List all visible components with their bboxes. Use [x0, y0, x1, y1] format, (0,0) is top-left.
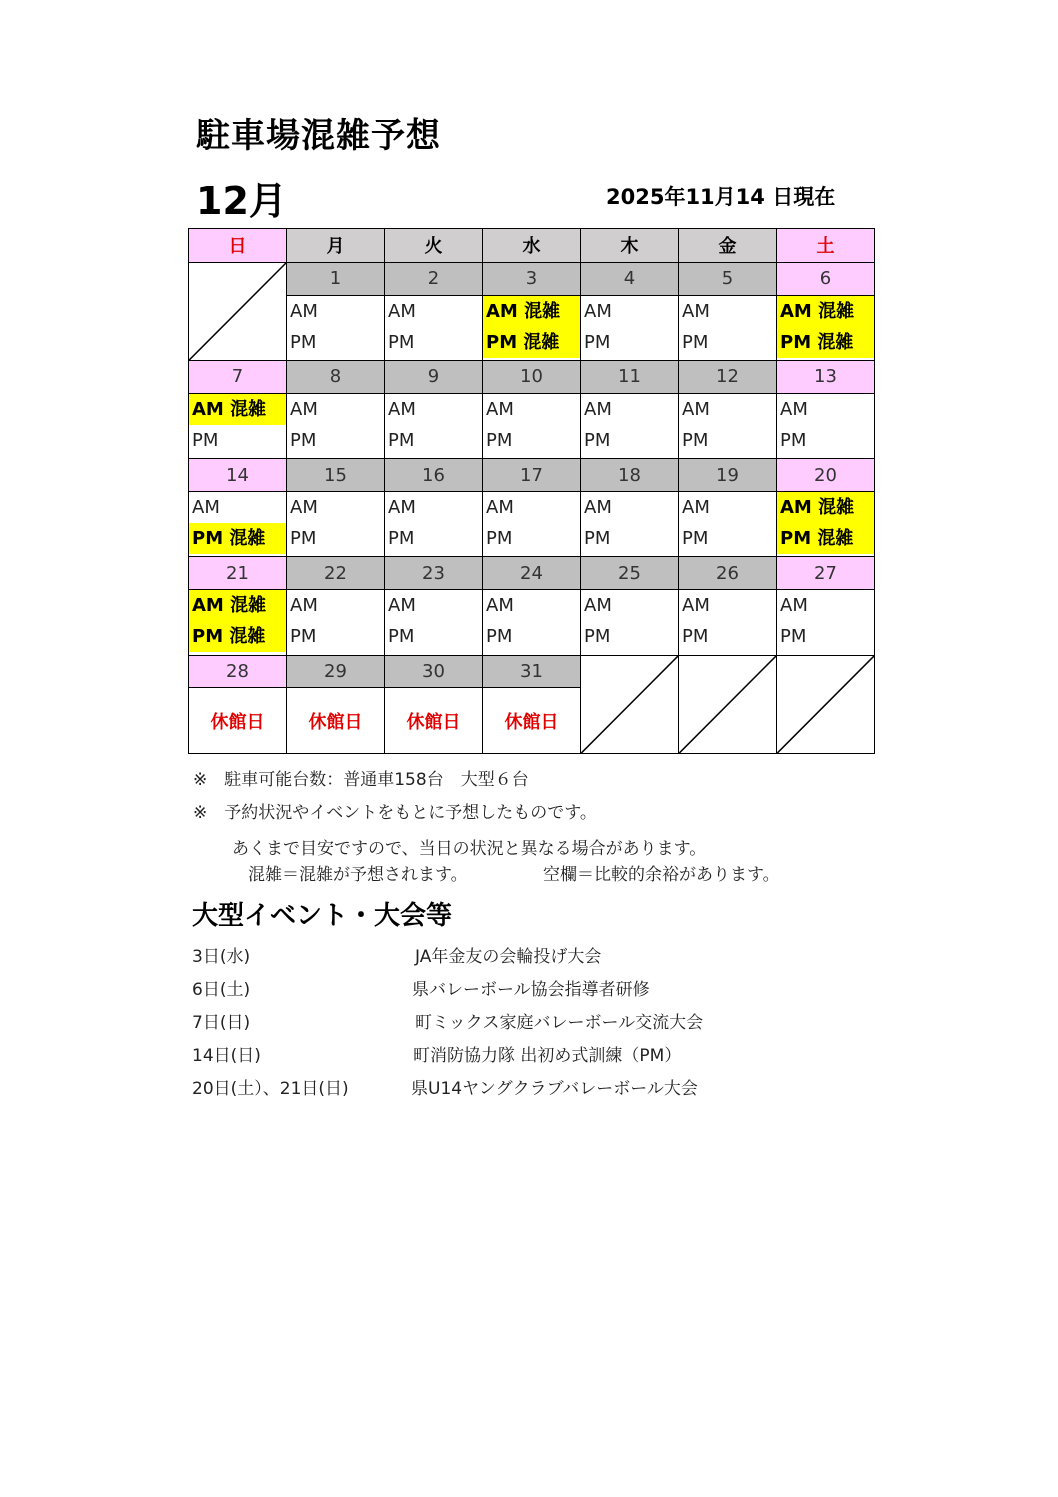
date-cell: 15	[287, 459, 385, 492]
day-slots	[385, 590, 483, 655]
pm-busy-slot: PM 混雑	[189, 523, 286, 554]
day-slots	[679, 295, 777, 360]
empty-day-cell	[581, 655, 679, 753]
event-name: 県バレーボール協会指導者研修	[412, 980, 650, 1000]
date-cell: 4	[581, 262, 679, 295]
weekday-header-sun: 日	[189, 229, 287, 263]
day-slots	[777, 393, 875, 458]
diagonal-line-icon	[679, 656, 776, 753]
am-slot: AM	[290, 300, 318, 322]
event-name: 町消防協力隊 出初め式訓練（PM）	[413, 1046, 682, 1066]
am-slot: AM	[584, 300, 612, 322]
diagonal-line-icon	[189, 263, 286, 360]
weekday-header-fri: 金	[679, 229, 777, 263]
pm-slot: PM	[780, 626, 807, 648]
am-slot: AM	[486, 496, 514, 518]
am-slot: AM	[584, 496, 612, 518]
diagonal-line-icon	[581, 656, 678, 753]
am-slot: AM	[290, 398, 318, 420]
weekday-header-row	[189, 229, 875, 263]
pm-slot: PM	[388, 626, 415, 648]
pm-slot: PM	[290, 527, 317, 549]
pm-slot: PM	[486, 429, 513, 451]
am-slot: AM	[780, 398, 808, 420]
event-name: 町ミックス家庭バレーボール交流大会	[415, 1013, 704, 1033]
day-slots	[777, 590, 875, 655]
pm-slot: PM	[780, 429, 807, 451]
pm-slot: PM	[388, 331, 415, 353]
date-cell: 22	[287, 557, 385, 590]
date-cell: 31	[483, 655, 581, 688]
pm-slot: PM	[584, 527, 611, 549]
pm-slot: PM	[290, 429, 317, 451]
closed-day-label: 休館日	[483, 688, 581, 754]
weekday-header-thu: 木	[581, 229, 679, 263]
am-slot: AM	[682, 496, 710, 518]
date-cell: 16	[385, 459, 483, 492]
date-cell: 14	[189, 459, 287, 492]
date-cell: 7	[189, 360, 287, 393]
am-slot: AM	[682, 595, 710, 617]
closed-day-label: 休館日	[189, 688, 287, 754]
closed-day-label: 休館日	[385, 688, 483, 754]
note-legend-free: 空欄＝比較的余裕があります。	[543, 865, 780, 885]
day-slots	[385, 295, 483, 360]
empty-day-cell	[189, 262, 287, 360]
date-cell: 18	[581, 459, 679, 492]
date-cell: 1	[287, 262, 385, 295]
slot-row	[189, 590, 875, 655]
day-slots	[581, 393, 679, 458]
slot-row	[189, 393, 875, 458]
am-busy-slot: AM 混雑	[189, 590, 286, 621]
date-cell: 28	[189, 655, 287, 688]
pm-slot: PM	[290, 331, 317, 353]
date-row	[189, 360, 875, 393]
day-slots	[385, 491, 483, 556]
date-row	[189, 459, 875, 492]
pm-slot: PM	[388, 527, 415, 549]
weekday-header-mon: 月	[287, 229, 385, 263]
event-name: 県U14ヤングクラブバレーボール大会	[411, 1079, 698, 1099]
empty-day-cell	[777, 655, 875, 753]
date-cell: 5	[679, 262, 777, 295]
date-cell: 29	[287, 655, 385, 688]
date-cell: 19	[679, 459, 777, 492]
day-slots	[287, 491, 385, 556]
event-name: JA年金友の会輪投げ大会	[415, 947, 602, 967]
am-slot: AM	[192, 496, 220, 518]
day-slots	[483, 491, 581, 556]
note-capacity: ※ 駐車可能台数：普通車158台 大型６台	[193, 770, 529, 790]
day-slots	[385, 393, 483, 458]
date-cell: 24	[483, 557, 581, 590]
pm-busy-slot: PM 混雑	[189, 621, 286, 652]
pm-slot: PM	[682, 527, 709, 549]
pm-busy-slot: PM 混雑	[777, 327, 874, 358]
slot-row	[189, 491, 875, 556]
am-slot: AM	[682, 300, 710, 322]
am-slot: AM	[388, 398, 416, 420]
day-slots	[287, 590, 385, 655]
date-cell: 25	[581, 557, 679, 590]
pm-slot: PM	[486, 626, 513, 648]
weekday-header-tue: 火	[385, 229, 483, 263]
am-slot: AM	[780, 595, 808, 617]
note-legend-busy: 混雑＝混雑が予想されます。	[248, 865, 468, 885]
pm-slot: PM	[682, 626, 709, 648]
page-title: 駐車場混雑予想	[196, 116, 441, 156]
am-slot: AM	[682, 398, 710, 420]
am-slot: AM	[388, 300, 416, 322]
pm-slot: PM	[682, 331, 709, 353]
day-slots	[679, 590, 777, 655]
am-slot: AM	[486, 595, 514, 617]
am-busy-slot: AM 混雑	[777, 296, 874, 327]
am-slot: AM	[388, 595, 416, 617]
am-slot: AM	[290, 496, 318, 518]
note-basis: ※ 予約状況やイベントをもとに予想したものです。	[193, 803, 597, 823]
date-cell: 20	[777, 459, 875, 492]
date-row	[189, 262, 875, 295]
date-cell: 11	[581, 360, 679, 393]
date-cell: 27	[777, 557, 875, 590]
date-cell: 3	[483, 262, 581, 295]
day-slots	[189, 590, 287, 655]
day-slots	[581, 590, 679, 655]
day-slots	[189, 491, 287, 556]
parking-calendar	[188, 228, 875, 754]
pm-slot: PM	[584, 331, 611, 353]
day-slots	[581, 295, 679, 360]
date-cell: 6	[777, 262, 875, 295]
am-slot: AM	[290, 595, 318, 617]
event-date: 3日(水)	[192, 947, 251, 967]
pm-busy-slot: PM 混雑	[777, 523, 874, 554]
as-of-date: 2025年11月14 日現在	[606, 185, 836, 209]
event-date: 7日(日)	[192, 1013, 251, 1033]
date-cell: 9	[385, 360, 483, 393]
pm-slot: PM	[486, 527, 513, 549]
date-cell: 8	[287, 360, 385, 393]
pm-slot: PM	[192, 429, 219, 451]
date-cell: 10	[483, 360, 581, 393]
pm-slot: PM	[584, 429, 611, 451]
day-slots	[287, 295, 385, 360]
empty-day-cell	[679, 655, 777, 753]
pm-slot: PM	[388, 429, 415, 451]
date-cell: 21	[189, 557, 287, 590]
day-slots	[483, 295, 581, 360]
month-label: 12月	[196, 179, 287, 223]
pm-slot: PM	[290, 626, 317, 648]
date-cell: 13	[777, 360, 875, 393]
day-slots	[287, 393, 385, 458]
day-slots	[189, 393, 287, 458]
day-slots	[581, 491, 679, 556]
day-slots	[483, 590, 581, 655]
day-slots	[679, 393, 777, 458]
note-disclaimer: あくまで目安ですので、当日の状況と異なる場合があります。	[232, 839, 707, 859]
am-slot: AM	[388, 496, 416, 518]
events-heading: 大型イベント・大会等	[192, 901, 453, 931]
day-slots	[777, 295, 875, 360]
weekday-header-sat: 土	[777, 229, 875, 263]
am-busy-slot: AM 混雑	[189, 394, 286, 425]
day-slots	[679, 491, 777, 556]
slot-row	[189, 295, 875, 360]
weekday-header-wed: 水	[483, 229, 581, 263]
am-busy-slot: AM 混雑	[483, 296, 580, 327]
am-slot: AM	[486, 398, 514, 420]
date-cell: 12	[679, 360, 777, 393]
am-slot: AM	[584, 595, 612, 617]
date-cell: 23	[385, 557, 483, 590]
pm-slot: PM	[682, 429, 709, 451]
day-slots	[483, 393, 581, 458]
pm-busy-slot: PM 混雑	[483, 327, 580, 358]
date-cell: 2	[385, 262, 483, 295]
diagonal-line-icon	[777, 656, 874, 753]
pm-slot: PM	[584, 626, 611, 648]
date-cell: 26	[679, 557, 777, 590]
event-date: 6日(土)	[192, 980, 251, 1000]
am-busy-slot: AM 混雑	[777, 492, 874, 523]
event-date: 14日(日)	[192, 1046, 261, 1066]
am-slot: AM	[584, 398, 612, 420]
date-cell: 17	[483, 459, 581, 492]
closed-day-label: 休館日	[287, 688, 385, 754]
day-slots	[777, 491, 875, 556]
date-row	[189, 557, 875, 590]
date-cell: 30	[385, 655, 483, 688]
date-row	[189, 655, 875, 688]
event-date: 20日(土）、21日(日)	[192, 1079, 349, 1099]
